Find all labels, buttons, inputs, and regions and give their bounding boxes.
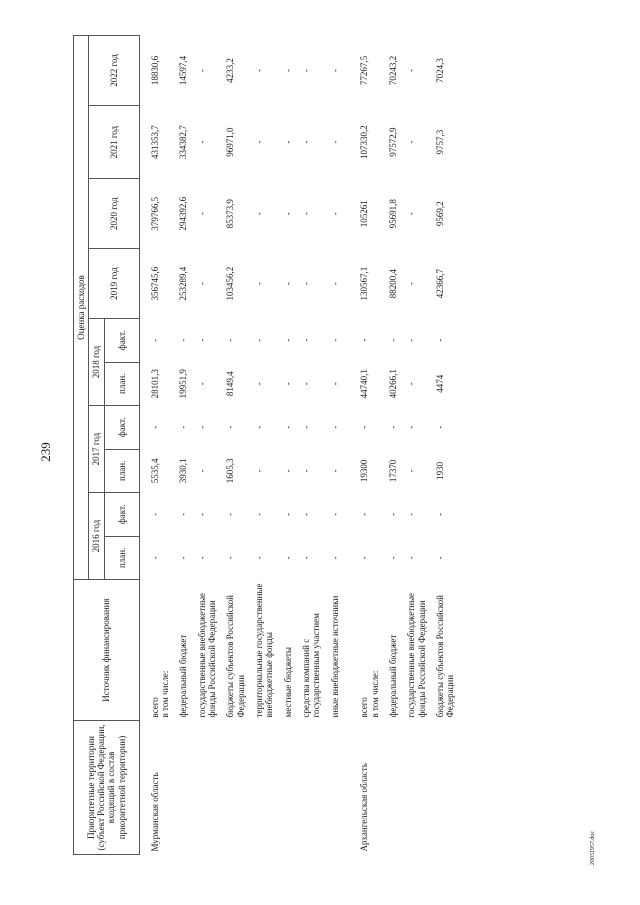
cell-value: - [225,425,236,429]
cell-source: местные бюджеты [282,647,293,718]
cell-value: 103456,2 [225,266,236,301]
cell-value: 97572,9 [387,127,398,157]
cell-value: - [149,556,160,560]
cell-value: 88200,4 [387,268,398,299]
cell-value: - [254,69,265,72]
cell-territory [194,720,223,854]
cell-value: - [406,338,417,342]
cell-value: 44740,1 [359,369,370,399]
header-year-2019: 2019 год [89,249,139,319]
cell-value: - [301,382,312,386]
cell-value: - [329,282,340,286]
cell-value: 379766,5 [149,196,160,231]
header-year-2021: 2021 год [89,105,139,178]
cell-value: 19300 [359,459,370,483]
cell-value: - [301,425,312,429]
cell-value: - [149,425,160,429]
cell-value: - [359,512,370,516]
cell-territory [222,720,251,854]
cell-value: 85373,9 [225,199,236,229]
cell-territory [432,720,461,854]
cell-value: 253289,4 [178,266,189,301]
cell-value: - [406,469,417,473]
cell-value: - [196,469,207,473]
cell-value: 40266,1 [387,369,398,399]
cell-value: - [282,69,293,72]
header-year-2017: 2017 год [89,406,104,493]
cell-source: всего в том числе: [359,670,380,718]
cell-value: - [149,512,160,516]
cell-source: бюджеты субъектов Российской Федерации [434,595,456,718]
cell-value: 9757,3 [434,129,445,155]
cell-value: 28101,3 [149,369,160,399]
cell-value: - [301,338,312,342]
cell-territory [327,720,345,854]
table-row [345,36,385,855]
cell-value: 294392,6 [178,196,189,231]
cell-source: федеральный бюджет [387,634,398,718]
cell-source: всего в том числе: [149,670,171,718]
cell-value: 42366,7 [434,268,445,299]
cell-value: - [329,382,340,386]
cell-value: - [329,512,340,516]
cell-value: 5535,4 [149,458,160,484]
cell-value: 70243,2 [387,55,398,86]
cell-value: - [178,338,189,342]
cell-value: - [196,556,207,560]
cell-value: - [406,282,417,286]
cell-value: - [178,556,189,560]
cell-value: 356745,6 [149,266,160,301]
cell-value: - [254,140,265,144]
cell-value: - [282,338,293,342]
cell-value: - [254,212,265,216]
cell-value: 4233,2 [225,58,236,83]
cell-source: федеральный бюджет [178,634,189,718]
table-row [403,36,432,855]
cell-value: - [329,212,340,216]
cell-value: - [196,69,207,72]
cell-value: - [406,512,417,516]
cell-value: - [196,338,207,342]
page-number-text: 239 [38,442,53,462]
cell-value: - [282,469,293,473]
header-plan-2018: план. [104,362,139,406]
cell-value: - [254,425,265,429]
cell-value: - [434,556,445,560]
header-source: Источник финансирования [74,580,140,721]
cell-source: государственные внебюджетные фонды Российской Федерации [406,592,427,718]
cell-value: 95691,8 [387,199,398,229]
cell-value: 1605,3 [225,458,236,484]
cell-value: 96971,0 [225,127,236,157]
cell-value: - [329,140,340,144]
cell-value: 14597,4 [178,55,189,86]
header-year-2020: 2020 год [89,179,139,249]
cell-source: территориальные государственные внебюджетные фонды [254,583,275,718]
cell-value: - [196,382,207,386]
cell-value: - [434,425,445,429]
cell-value: - [254,282,265,286]
table-row [175,36,193,855]
cell-value: - [282,512,293,516]
header-year-2022: 2022 год [89,36,139,106]
table-row [432,36,461,855]
cell-value: - [301,140,312,144]
cell-source: государственные внебюджетные фонды Российской Федерации [196,592,218,718]
cell-value: - [254,556,265,560]
header-fact-2018: факт. [104,319,139,363]
cell-value: - [254,382,265,386]
cell-value: 18830,6 [149,55,160,86]
cell-value: - [387,556,398,560]
header-estimate: Оценка расходов [74,36,89,580]
cell-value: - [282,382,293,386]
cell-value: - [406,556,417,560]
cell-value: - [254,338,265,342]
table-body [139,36,460,855]
cell-value: 19951,9 [178,369,189,399]
cell-value: - [301,512,312,516]
cell-value: - [225,556,236,560]
table-row [385,36,403,855]
header-territory: Приоритетные территории (субъект Российской Федерации, входящий в состав приоритетной территории) [74,720,140,854]
cell-value: - [301,556,312,560]
cell-territory [403,720,432,854]
cell-value: - [406,140,417,144]
cell-territory [251,720,280,854]
cell-value: - [329,425,340,429]
cell-value: - [225,512,236,516]
cell-source: бюджеты субъектов Российской Федерации [225,595,246,718]
cell-value: 9569,2 [434,201,445,227]
cell-value: - [282,425,293,429]
cell-value: 130567,1 [359,266,370,301]
cell-value: 3930,1 [178,458,189,484]
cell-value: - [434,512,445,516]
cell-value: - [178,512,189,516]
cell-value: - [359,556,370,560]
cell-value: - [301,69,312,72]
cell-value: 1930 [434,461,445,480]
cell-value: 4474 [434,374,445,393]
cell-value: - [406,69,417,72]
cell-value: - [301,212,312,216]
cell-value: - [301,469,312,473]
cell-value: - [282,282,293,286]
table-row [222,36,251,855]
cell-value: 77267,5 [359,55,370,86]
table-row [251,36,280,855]
cell-value: - [282,556,293,560]
header-year-2018: 2018 год [89,319,104,406]
cell-territory: Архангельская область [359,763,370,852]
table-header [74,36,140,855]
cell-territory [385,720,403,854]
cell-value: 334382,7 [178,125,189,160]
cell-value: - [196,140,207,144]
cell-value: - [387,338,398,342]
cell-value: - [359,338,370,342]
cell-value: - [329,469,340,473]
cell-value: - [359,425,370,429]
cell-source: средства компаний с государственным участием [301,613,322,718]
cell-value: - [149,338,160,342]
cell-value: - [196,282,207,286]
cell-value: 431353,7 [149,125,160,160]
cell-value: 107330,2 [359,125,370,160]
table-row [194,36,223,855]
cell-value: - [196,212,207,216]
cell-value: - [254,469,265,473]
table-row [139,36,175,855]
header-plan-2017: план. [104,449,139,493]
header-year-2016: 2016 год [89,493,104,580]
financing-table-rotated [73,35,527,855]
table-row [327,36,345,855]
cell-value: 7024,3 [434,58,445,83]
cell-value: - [406,212,417,216]
header-plan-2016: план. [104,536,139,580]
financing-table [73,35,461,855]
cell-value: - [434,338,445,342]
cell-value: - [387,512,398,516]
cell-source: иные внебюджетные источники [329,595,340,718]
cell-territory [280,720,298,854]
cell-value: - [387,425,398,429]
cell-value: - [329,338,340,342]
cell-value: 8149,4 [225,371,236,397]
cell-value: 17370 [387,459,398,483]
cell-territory [298,720,327,854]
cell-value: 105261 [359,200,370,228]
cell-value: - [254,512,265,516]
cell-territory [175,720,193,854]
cell-value: - [282,212,293,216]
cell-value: - [225,338,236,342]
header-fact-2017: факт. [104,406,139,450]
document-id-text: 20031957.doc [590,830,596,866]
cell-territory: Мурманская область [149,772,160,852]
cell-value: - [406,382,417,386]
cell-value: - [329,556,340,560]
cell-value: - [282,140,293,144]
cell-value: - [329,69,340,72]
table-row [298,36,327,855]
cell-value: - [406,425,417,429]
header-fact-2016: факт. [104,493,139,537]
cell-value: - [196,512,207,516]
cell-value: - [178,425,189,429]
cell-value: - [196,425,207,429]
table-row [280,36,298,855]
cell-value: - [301,282,312,286]
